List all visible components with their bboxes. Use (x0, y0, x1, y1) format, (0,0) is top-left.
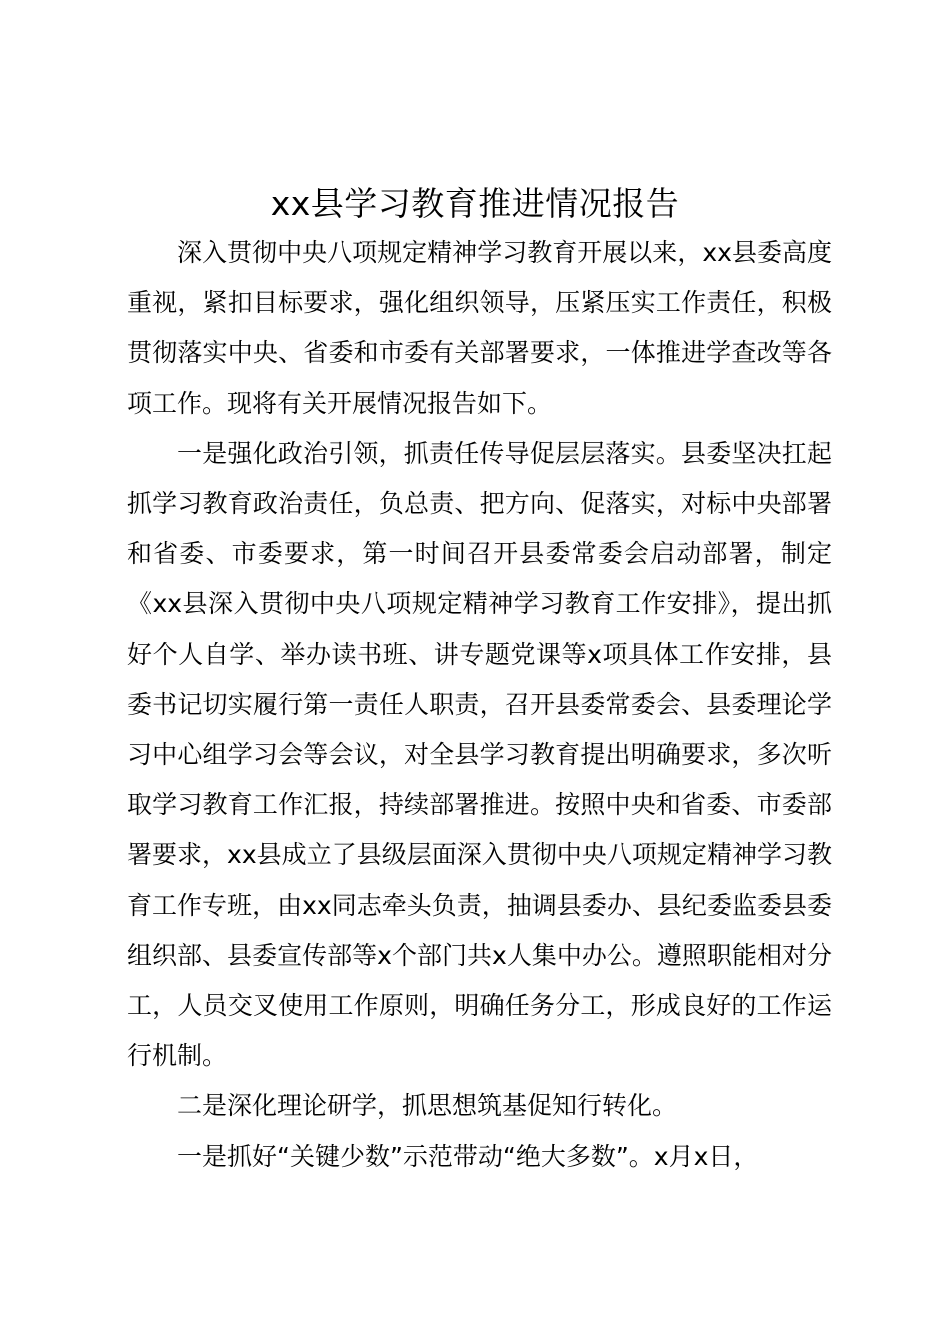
paragraph-section-2-item-1: 一是抓好“关键少数”示范带动“绝大多数”。x月x日， (177, 1141, 759, 1171)
document-body (127, 228, 832, 1182)
paragraph-intro: 深入贯彻中央八项规定精神学习教育开展以来，xx县委高度重视，紧扣目标要求，强化组织领导，压紧压实工作责任，积极贯彻落实中央、省委和市委有关部署要求，一体推进学查改等各项工作。现将有关开展情况报告如下。 (127, 238, 832, 418)
paragraph-section-2-heading: 二是深化理论研学，抓思想筑基促知行转化。 (177, 1091, 678, 1121)
document-title: xx县学习教育推进情况报告 (270, 184, 680, 223)
paragraph-section-1: 一是强化政治引领，抓责任传导促层层落实。县委坚决扛起抓学习教育政治责任，负总责、把方向、促落实，对标中央部署和省委、市委要求，第一时间召开县委常委会启动部署，制定《xx县深入贯彻中央八项规定精神学习教育工作安排》，提出抓好个人自学、举办读书班、讲专题党课等x项具体工作安排，县委书记切实履行第一责任人职责，召开县委常委会、县委理论学习中心组学习会等会议，对全县学习教育提出明确要求，多次听取学习教育工作汇报，持续部署推进。按照中央和省委、市委部署要求，xx县成立了县级层面深入贯彻中央八项规定精神学习教育工作专班，由xx同志牵头负责，抽调县委办、县纪委监委县委组织部、县委宣传部等x个部门共x人集中办公。遵照职能相对分工，人员交叉使用工作原则，明确任务分工，形成良好的工作运行机制。 (127, 438, 832, 1071)
